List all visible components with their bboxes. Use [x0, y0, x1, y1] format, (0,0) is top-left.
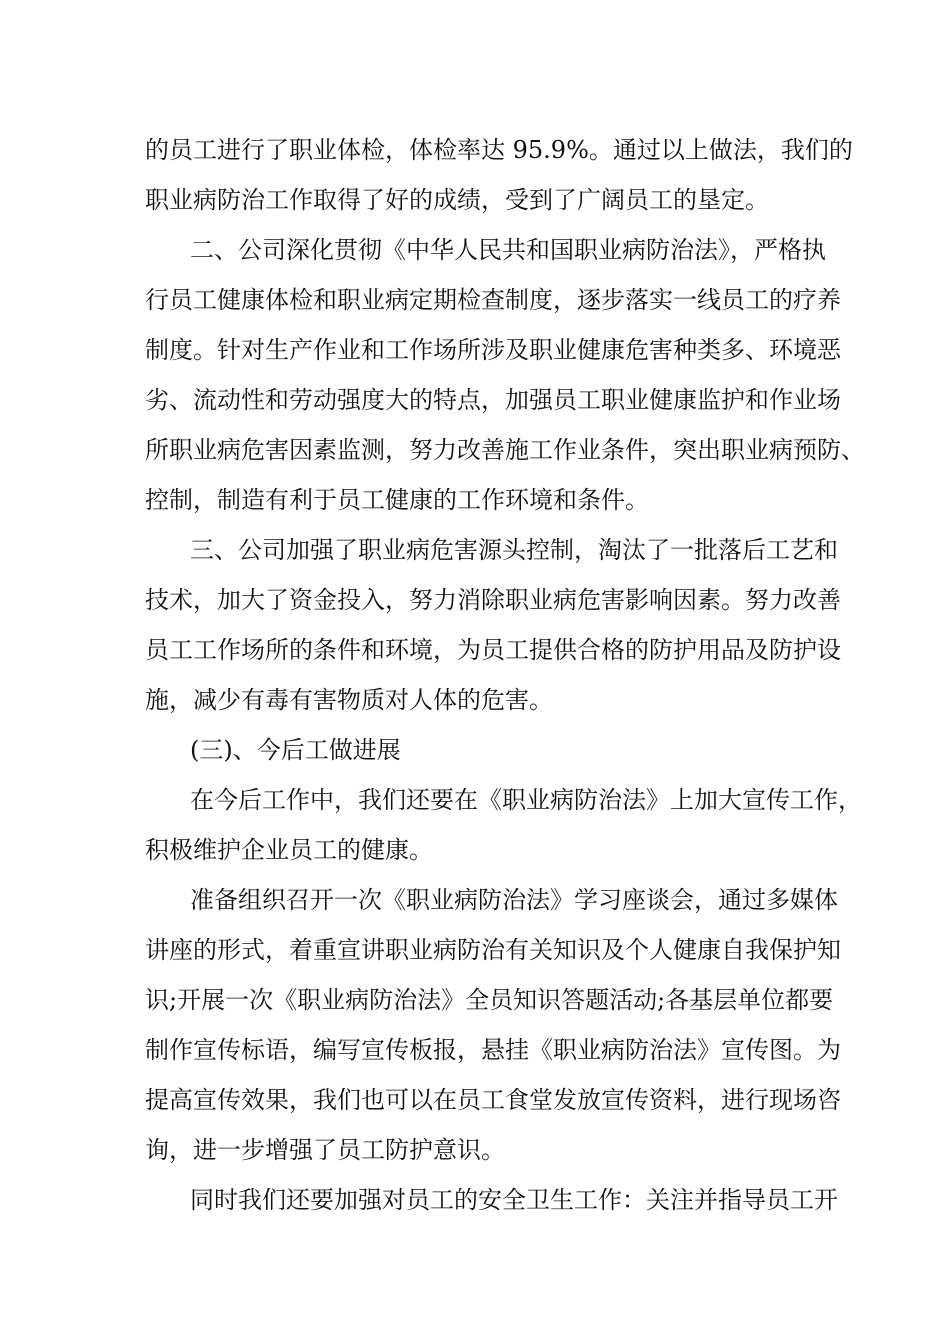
text-line: 三、公司加强了职业病危害源头控制，淘汰了一批落后工艺和 — [190, 536, 838, 564]
text-line: 制作宣传标语，编写宣传板报，悬挂《职业病防治法》宣传图。为 — [145, 1036, 841, 1064]
text-line: 技术，加大了资金投入，努力消除职业病危害影响因素。努力改善 — [145, 586, 841, 614]
text-line: 识;开展一次《职业病防治法》全员知识答题活动;各基层单位都要 — [145, 986, 834, 1014]
text-line: 二、公司深化贯彻《中华人民共和国职业病防治法》，严格执 — [190, 236, 826, 264]
text-line: 在今后工作中，我们还要在《职业病防治法》上加大宣传工作， — [190, 786, 862, 814]
text-line: 职业病防治工作取得了好的成绩，受到了广阔员工的垦定。 — [145, 186, 769, 214]
text-line: 所职业病危害因素监测，努力改善施工作业条件，突出职业病预防、 — [145, 436, 865, 464]
text-line: 提高宣传效果，我们也可以在员工食堂发放宣传资料，进行现场咨 — [145, 1086, 841, 1114]
section-heading: (三)、今后工做进展 — [190, 736, 401, 764]
text-line: 劣、流动性和劳动强度大的特点，加强员工职业健康监护和作业场 — [145, 386, 841, 414]
text-line: 同时我们还要加强对员工的安全卫生工作：关注并指导员工开 — [190, 1186, 838, 1214]
text-line: 控制，制造有利于员工健康的工作环境和条件。 — [145, 486, 649, 514]
text-line: 制度。针对生产作业和工作场所涉及职业健康危害种类多、环境恶 — [145, 336, 841, 364]
text-line: 询，进一步增强了员工防护意识。 — [145, 1136, 505, 1164]
text-line: 行员工健康体检和职业病定期检查制度，逐步落实一线员工的疗养 — [145, 286, 841, 314]
text-line: 员工工作场所的条件和环境，为员工提供合格的防护用品及防护设 — [145, 636, 841, 664]
text-line: 积极维护企业员工的健康。 — [145, 836, 433, 864]
text-line: 准备组织召开一次《职业病防治法》学习座谈会，通过多媒体 — [190, 886, 838, 914]
text-line: 讲座的形式，着重宣讲职业病防治有关知识及个人健康自我保护知 — [145, 936, 841, 964]
text-line: 的员工进行了职业体检，体检率达 95.9%。通过以上做法，我们的 — [145, 136, 853, 164]
text-line: 施，减少有毒有害物质对人体的危害。 — [145, 686, 553, 714]
